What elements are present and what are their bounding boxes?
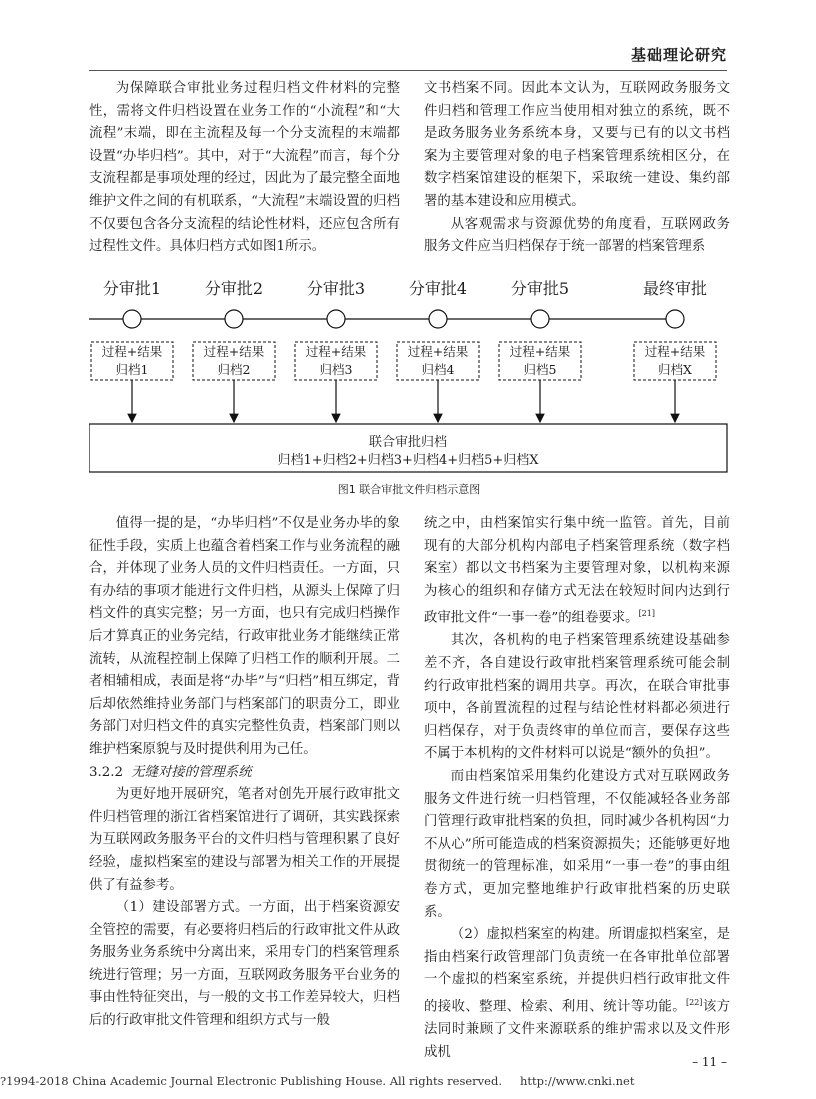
paragraph: 统之中，由档案馆实行集中统一监管。首先，目前现有的大部分机构内部电子档案管理系统（数字档案室）都以文书档案为主要管理对象，以机构来源为核心的组织和存储方式无法在较短时间内达到行政审批文件“一事一卷”的组卷要求。[21] bbox=[424, 516, 730, 626]
section-number: 3.2.2 bbox=[89, 764, 124, 780]
archive-box-label bbox=[634, 343, 716, 379]
archive-box-line2: 归档4 bbox=[421, 362, 455, 377]
stage-node bbox=[327, 310, 345, 328]
paragraph: 为保障联合审批业务过程归档文件材料的完整性，需将文件归档设置在业务工作的“小流程”和“大流程”末端，即在主流程及每一个分支流程的末端都设置“办毕归档”。其中，对于“大流程”而言，每个分支流程都是事项处理的经过，因此为了最完整全面地维护文件之间的有机联系，“大流程”末端设置的归档不仅要包含各分支流程的结论性材料，还应包含所有过程性文件。具体归档方式如图1所示。 bbox=[89, 81, 400, 255]
paragraph: （1）建设部署方式。一方面，出于档案资源安全管控的需要，有必要将归档后的行政审批文件从政务服务业务系统中分离出来，采用专门的档案管理系统进行管理；另一方面，互联网政务服务平台业务的事由性特征突出，与一般的文书工作差异较大，归档后的行政审批文件管理和组织方式与一般 bbox=[89, 900, 400, 1029]
footer-copyright: ?1994-2018 China Academic Journal Electronic Publishing House. All rights reserved. bbox=[0, 1074, 502, 1088]
paragraph: 其次，各机构的电子档案管理系统建设基础参差不齐，各自建设行政审批档案管理系统可能会制约行政审批档案的调用共享。再次，在联合审批事项中，各前置流程的过程与结论性材料都必须进行归档保存，对于负责终审的单位而言，要保存这些不属于本机构的文件材料可以说是“额外的负担”。 bbox=[424, 633, 730, 762]
archive-box-label bbox=[295, 343, 377, 379]
paragraph: （2）虚拟档案室的构建。所谓虚拟档案室，是指由档案行政管理部门负责统一在各审批单位部署一个虚拟的档案室系统，并提供归档行政审批文件的接收、整理、检索、利用、统计等功能。[22]该方法同时兼顾了文件来源联系的维护需求以及文件形成机 bbox=[424, 927, 731, 1060]
column-bottom-right bbox=[424, 513, 730, 1064]
page-number: – 11 – bbox=[692, 1055, 727, 1069]
section-title: 无缝对接的管理系统 bbox=[131, 764, 252, 780]
stage-label: 分审批1 bbox=[102, 279, 162, 298]
paragraph: 为更好地开展研究，笔者对创先开展行政审批文件归档管理的浙江省档案馆进行了调研，其实践探索为互联网政务服务平台的文件归档与管理积累了良好经验，虚拟档案室的建设与部署为相关工作的开展提供了有益参考。 bbox=[89, 787, 400, 893]
stage-label: 分审批2 bbox=[204, 279, 264, 298]
archive-box-line1: 过程+结果 bbox=[644, 344, 706, 359]
stage-node bbox=[666, 310, 684, 328]
archive-box-line2: 归档2 bbox=[217, 362, 251, 377]
stage-label: 分审批5 bbox=[510, 279, 570, 298]
archive-box-line2: 归档5 bbox=[523, 362, 557, 377]
archive-box-label bbox=[91, 343, 173, 379]
main-archive-title: 联合审批归档 bbox=[368, 435, 447, 450]
citation: [22] bbox=[686, 997, 703, 1007]
archive-box-line2: 归档1 bbox=[115, 362, 149, 377]
archive-box-label bbox=[397, 343, 479, 379]
stage-node bbox=[531, 310, 549, 328]
archive-box-line2: 归档3 bbox=[319, 362, 353, 377]
stage-node bbox=[123, 310, 141, 328]
figure-1 bbox=[89, 276, 729, 498]
stage-label: 分审批4 bbox=[408, 279, 468, 298]
archive-box-label bbox=[499, 343, 581, 379]
archive-box-label bbox=[193, 343, 275, 379]
footer-url: http://www.cnki.net bbox=[520, 1074, 635, 1088]
archive-box-line1: 过程+结果 bbox=[305, 344, 367, 359]
column-top-right bbox=[424, 78, 730, 259]
archive-box-line1: 过程+结果 bbox=[407, 344, 469, 359]
archive-box-line1: 过程+结果 bbox=[101, 344, 163, 359]
stage-label: 最终审批 bbox=[642, 279, 708, 298]
main-archive-line: 归档1+归档2+归档3+归档4+归档5+归档X bbox=[277, 453, 539, 468]
paragraph: 而由档案馆采用集约化建设方式对互联网政务服务文件进行统一归档管理，不仅能减轻各业务部门管理行政审批档案的负担，同时减少各机构因“力不从心”所可能造成的档案资源损失；还能够更好地贯彻统一的管理标准，如采用“一事一卷”的事由组卷方式，更加完整地维护行政审批档案的历史联系。 bbox=[424, 769, 730, 920]
stage-node bbox=[429, 310, 447, 328]
archive-box-line1: 过程+结果 bbox=[509, 344, 571, 359]
archive-box-line2: 归档X bbox=[658, 362, 692, 377]
column-bottom-left bbox=[89, 513, 400, 1033]
paragraph: 从客观需求与资源优势的角度看，互联网政务服务文件应当归档保存于统一部署的档案管理系 bbox=[424, 216, 730, 255]
paragraph: 文书档案不同。因此本文认为，互联网政务服务文件归档和管理工作应当使用相对独立的系统，既不是政务服务业务系统本身，又要与已有的以文书档案为主要管理对象的电子档案管理系统相区分，在数字档案馆建设的框架下，采取统一建设、集约部署的基本建设和应用模式。 bbox=[424, 81, 730, 209]
figure-caption: 图1 联合审批文件归档示意图 bbox=[337, 483, 481, 496]
stage-node bbox=[225, 310, 243, 328]
paragraph: 值得一提的是，“办毕归档”不仅是业务办毕的象征性手段，实质上也蕴含着档案工作与业务流程的融合，并体现了业务人员的文件归档责任。一方面，只有办结的事项才能进行文件归档，从源头上保障了归档文件的真实完整；另一方面，也只有完成归档操作后才算真正的业务完结，行政审批业务才能继续正常流转，从流程控制上保障了归档工作的顺利开展。二者相辅相成，表面是将“办毕”与“归档”相互绑定，背后却依然维持业务部门与档案部门的职责分工，即业务部门对归档文件的真实完整性负责，档案部门则以维护档案原貌与及时提供利用为己任。 bbox=[89, 516, 400, 757]
journal-section-title: 基础理论研究 bbox=[630, 46, 727, 64]
section-heading bbox=[89, 762, 400, 785]
archive-box-line1: 过程+结果 bbox=[203, 344, 265, 359]
citation: [21] bbox=[638, 609, 655, 619]
header-rule bbox=[89, 70, 727, 71]
main-archive-label bbox=[89, 434, 727, 470]
stage-label: 分审批3 bbox=[306, 279, 366, 298]
column-top-left bbox=[89, 78, 400, 259]
